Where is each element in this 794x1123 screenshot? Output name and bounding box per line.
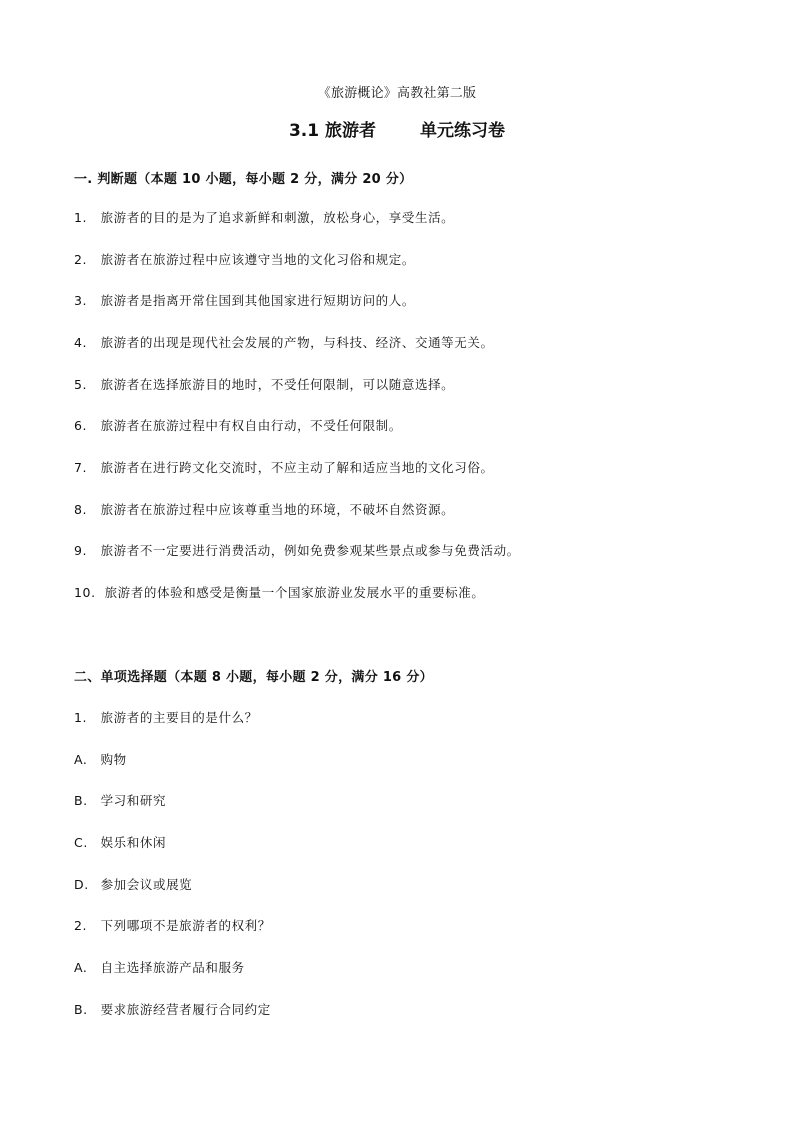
option-letter: A. (74, 752, 88, 767)
option-item (74, 1000, 271, 1018)
question-item (74, 708, 258, 726)
document-subtitle: 《旅游概论》高教社第二版 (317, 86, 477, 101)
question-item (74, 208, 454, 226)
question-text: 旅游者在进行跨文化交流时，不应主动了解和适应当地的文化习俗。 (100, 460, 494, 475)
option-text: 自主选择旅游产品和服务 (100, 960, 245, 975)
question-text: 旅游者在旅游过程中有权自由行动，不受任何限制。 (100, 418, 402, 433)
question-number: 1. (74, 710, 88, 725)
option-text: 学习和研究 (100, 793, 167, 808)
question-item (74, 333, 494, 351)
question-item (74, 250, 415, 268)
option-text: 参加会议或展览 (100, 877, 193, 892)
question-item (74, 291, 415, 309)
question-number: 3. (74, 293, 88, 308)
question-item (74, 500, 454, 518)
question-number: 5. (74, 377, 88, 392)
question-item (74, 375, 454, 393)
option-letter: C. (74, 835, 88, 850)
option-letter: D. (74, 877, 89, 892)
option-item (74, 833, 166, 851)
question-number: 2. (74, 918, 88, 933)
question-text: 旅游者在旅游过程中应该尊重当地的环境，不破坏自然资源。 (100, 502, 455, 517)
option-item (74, 791, 166, 809)
question-number: 9. (74, 543, 88, 558)
question-number: 10. (74, 585, 96, 600)
question-item (74, 416, 402, 434)
option-letter: B. (74, 1002, 88, 1017)
option-letter: B. (74, 793, 88, 808)
question-text: 旅游者不一定要进行消费活动，例如免费参观某些景点或参与免费活动。 (100, 543, 520, 558)
option-text: 要求旅游经营者履行合同约定 (100, 1002, 271, 1017)
question-number: 1. (74, 210, 88, 225)
title-part-2: 单元练习卷 (420, 121, 506, 141)
question-text: 旅游者是指离开常住国到其他国家进行短期访问的人。 (100, 293, 415, 308)
option-text: 购物 (100, 752, 127, 767)
document-title (0, 116, 794, 141)
question-item (74, 541, 520, 559)
question-text: 旅游者的出现是现代社会发展的产物，与科技、经济、交通等无关。 (100, 335, 494, 350)
question-number: 7. (74, 460, 88, 475)
question-number: 2. (74, 252, 88, 267)
question-text: 旅游者的主要目的是什么？ (100, 710, 258, 725)
option-item (74, 958, 245, 976)
section-2-heading: 二、单项选择题（本题 8 小题，每小题 2 分，满分 16 分） (74, 670, 433, 685)
option-text: 娱乐和休闲 (100, 835, 167, 850)
option-item (74, 875, 192, 893)
section-1-heading: 一. 判断题（本题 10 小题，每小题 2 分，满分 20 分） (74, 172, 413, 187)
question-item (74, 583, 484, 601)
question-item (74, 458, 494, 476)
question-item (74, 916, 271, 934)
question-number: 4. (74, 335, 88, 350)
question-number: 6. (74, 418, 88, 433)
option-letter: A. (74, 960, 88, 975)
question-text: 旅游者在选择旅游目的地时，不受任何限制，可以随意选择。 (100, 377, 455, 392)
question-text: 旅游者在旅游过程中应该遵守当地的文化习俗和规定。 (100, 252, 415, 267)
question-text: 下列哪项不是旅游者的权利？ (100, 918, 271, 933)
title-part-1: 3.1 旅游者 (288, 121, 377, 141)
question-number: 8. (74, 502, 88, 517)
option-item (74, 750, 127, 768)
question-text: 旅游者的体验和感受是衡量一个国家旅游业发展水平的重要标准。 (104, 585, 485, 600)
question-text: 旅游者的目的是为了追求新鲜和刺激，放松身心，享受生活。 (100, 210, 455, 225)
